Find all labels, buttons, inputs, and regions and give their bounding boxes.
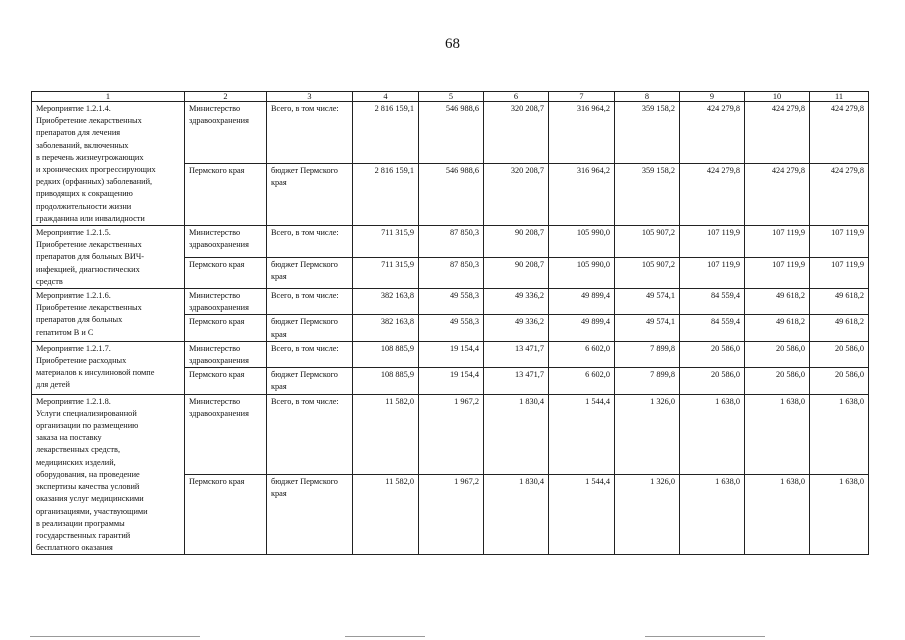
value-cell: 49 336,2: [484, 289, 549, 315]
column-header: 3: [267, 92, 353, 102]
executor-cell: Министерство здравоохранения: [185, 394, 267, 474]
value-cell: 87 850,3: [419, 226, 484, 258]
value-cell: 7 899,8: [615, 368, 680, 394]
source-total-label: Всего, в том числе:: [267, 102, 353, 164]
value-cell: 49 574,1: [615, 289, 680, 315]
value-cell: 84 559,4: [680, 315, 745, 341]
executor-cell: Министерство здравоохранения: [185, 102, 267, 164]
value-cell: 84 559,4: [680, 289, 745, 315]
value-cell: 49 899,4: [549, 289, 615, 315]
column-header: 2: [185, 92, 267, 102]
activity-line: Мероприятие 1.2.1.7.: [36, 343, 111, 353]
activity-line: в перечень жизнеугрожающих: [36, 152, 144, 162]
value-cell: 49 618,2: [745, 289, 810, 315]
value-cell: 49 618,2: [810, 315, 869, 341]
table-row: [32, 289, 869, 315]
value-cell: 20 586,0: [810, 341, 869, 367]
activity-line: Приобретение лекарственных: [36, 240, 142, 250]
value-cell: 20 586,0: [745, 368, 810, 394]
executor-cell: Министерство здравоохранения: [185, 289, 267, 315]
value-cell: 316 964,2: [549, 164, 615, 226]
value-cell: 1 830,4: [484, 474, 549, 554]
value-cell: 49 336,2: [484, 315, 549, 341]
activity-line: гражданина или инвалидности: [36, 213, 145, 223]
activity-line: инфекцией, диагностических: [36, 264, 140, 274]
value-cell: 1 326,0: [615, 394, 680, 474]
value-cell: 546 988,6: [419, 102, 484, 164]
executor-cell: Пермского края: [185, 164, 267, 226]
value-cell: 424 279,8: [745, 164, 810, 226]
activity-line: препаратов для лечения: [36, 128, 121, 138]
value-cell: 105 907,2: [615, 226, 680, 258]
value-cell: 13 471,7: [484, 368, 549, 394]
value-cell: 49 558,3: [419, 289, 484, 315]
value-cell: 424 279,8: [745, 102, 810, 164]
header-row: [32, 92, 869, 102]
executor-cell: Министерство здравоохранения: [185, 226, 267, 258]
value-cell: 107 119,9: [745, 226, 810, 258]
activity-line: и хронических прогрессирующих: [36, 165, 156, 175]
value-cell: 2 816 159,1: [353, 164, 419, 226]
value-cell: 711 315,9: [353, 226, 419, 258]
column-header: 1: [32, 92, 185, 102]
value-cell: 11 582,0: [353, 474, 419, 554]
value-cell: 107 119,9: [810, 257, 869, 289]
value-cell: 11 582,0: [353, 394, 419, 474]
activity-line: Приобретение расходных: [36, 356, 127, 366]
source-budget-label: бюджет Пермского края: [267, 315, 353, 341]
value-cell: 107 119,9: [745, 257, 810, 289]
activity-line: оборудования, на проведение: [36, 469, 140, 479]
source-total-label: Всего, в том числе:: [267, 341, 353, 367]
activity-line: гепатитом В и С: [36, 327, 94, 337]
value-cell: 1 967,2: [419, 474, 484, 554]
value-cell: 105 907,2: [615, 257, 680, 289]
value-cell: 320 208,7: [484, 164, 549, 226]
activity-line: организации по размещению: [36, 421, 139, 431]
value-cell: 1 830,4: [484, 394, 549, 474]
source-budget-label: бюджет Пермского края: [267, 164, 353, 226]
scan-edge-line: [345, 636, 425, 637]
value-cell: 49 558,3: [419, 315, 484, 341]
activity-line: медицинских изделий,: [36, 457, 116, 467]
activity-line: для детей: [36, 380, 70, 390]
value-cell: 424 279,8: [810, 102, 869, 164]
value-cell: 49 574,1: [615, 315, 680, 341]
page-number: 68: [445, 36, 460, 52]
value-cell: 6 602,0: [549, 341, 615, 367]
value-cell: 19 154,4: [419, 341, 484, 367]
value-cell: 90 208,7: [484, 257, 549, 289]
column-header: 11: [810, 92, 869, 102]
executor-cell: Пермского края: [185, 368, 267, 394]
activity-cell: [32, 289, 185, 342]
activity-line: Мероприятие 1.2.1.6.: [36, 291, 111, 301]
source-budget-label: бюджет Пермского края: [267, 474, 353, 554]
activity-cell: [32, 394, 185, 555]
table-row: [32, 102, 869, 164]
value-cell: 1 638,0: [680, 394, 745, 474]
activity-line: государственных гарантий: [36, 530, 131, 540]
table-row: [32, 226, 869, 258]
value-cell: 87 850,3: [419, 257, 484, 289]
activity-line: оказания услуг медицинскими: [36, 494, 144, 504]
activity-line: материалов к инсулиновой помпе: [36, 368, 155, 378]
value-cell: 1 544,4: [549, 474, 615, 554]
column-header: 8: [615, 92, 680, 102]
activity-line: Мероприятие 1.2.1.8.: [36, 396, 111, 406]
activity-line: Услуги специализированной: [36, 408, 137, 418]
value-cell: 20 586,0: [680, 341, 745, 367]
value-cell: 424 279,8: [680, 164, 745, 226]
value-cell: 49 618,2: [745, 315, 810, 341]
activity-line: Приобретение лекарственных: [36, 303, 142, 313]
activity-line: редких (орфанных) заболеваний,: [36, 177, 153, 187]
column-header: 7: [549, 92, 615, 102]
value-cell: 20 586,0: [680, 368, 745, 394]
activity-line: организациями, участвующими: [36, 506, 148, 516]
activity-line: препаратов для больных ВИЧ-: [36, 252, 145, 262]
value-cell: 1 638,0: [745, 394, 810, 474]
value-cell: 13 471,7: [484, 341, 549, 367]
value-cell: 19 154,4: [419, 368, 484, 394]
value-cell: 359 158,2: [615, 164, 680, 226]
value-cell: 105 990,0: [549, 257, 615, 289]
value-cell: 316 964,2: [549, 102, 615, 164]
activity-line: Мероприятие 1.2.1.4.: [36, 104, 111, 113]
activity-line: препаратов для больных: [36, 315, 123, 325]
value-cell: 20 586,0: [810, 368, 869, 394]
value-cell: 1 638,0: [810, 394, 869, 474]
value-cell: 105 990,0: [549, 226, 615, 258]
table-row: [32, 394, 869, 474]
source-budget-label: бюджет Пермского края: [267, 368, 353, 394]
value-cell: 107 119,9: [680, 226, 745, 258]
value-cell: 90 208,7: [484, 226, 549, 258]
value-cell: 1 326,0: [615, 474, 680, 554]
activity-line: заказа на поставку: [36, 433, 102, 443]
value-cell: 49 618,2: [810, 289, 869, 315]
value-cell: 6 602,0: [549, 368, 615, 394]
activity-line: лекарственных средств,: [36, 445, 121, 455]
value-cell: 424 279,8: [810, 164, 869, 226]
scan-edge-line: [645, 636, 765, 637]
value-cell: 7 899,8: [615, 341, 680, 367]
activity-line: бесплатного оказания: [36, 543, 113, 553]
column-header: 10: [745, 92, 810, 102]
executor-cell: Пермского края: [185, 474, 267, 554]
source-total-label: Всего, в том числе:: [267, 394, 353, 474]
value-cell: 382 163,8: [353, 315, 419, 341]
activity-line: Мероприятие 1.2.1.5.: [36, 228, 111, 238]
scan-edge-line: [30, 636, 200, 637]
activity-line: заболеваний, включенных: [36, 140, 129, 150]
value-cell: 546 988,6: [419, 164, 484, 226]
activity-line: в реализации программы: [36, 518, 125, 528]
executor-cell: Пермского края: [185, 315, 267, 341]
value-cell: 1 638,0: [680, 474, 745, 554]
value-cell: 1 638,0: [810, 474, 869, 554]
activity-cell: [32, 102, 185, 226]
value-cell: 107 119,9: [680, 257, 745, 289]
column-header: 9: [680, 92, 745, 102]
value-cell: 1 638,0: [745, 474, 810, 554]
value-cell: 20 586,0: [745, 341, 810, 367]
value-cell: 107 119,9: [810, 226, 869, 258]
table-row: [32, 341, 869, 367]
value-cell: 108 885,9: [353, 368, 419, 394]
activity-line: экспертизы качества условий: [36, 482, 140, 492]
value-cell: 382 163,8: [353, 289, 419, 315]
activity-cell: [32, 341, 185, 394]
source-budget-label: бюджет Пермского края: [267, 257, 353, 289]
value-cell: 2 816 159,1: [353, 102, 419, 164]
source-total-label: Всего, в том числе:: [267, 226, 353, 258]
value-cell: 1 544,4: [549, 394, 615, 474]
value-cell: 108 885,9: [353, 341, 419, 367]
executor-cell: Министерство здравоохранения: [185, 341, 267, 367]
value-cell: 711 315,9: [353, 257, 419, 289]
source-total-label: Всего, в том числе:: [267, 289, 353, 315]
activity-line: продолжительности жизни: [36, 201, 132, 211]
value-cell: 359 158,2: [615, 102, 680, 164]
activity-line: Приобретение лекарственных: [36, 116, 142, 126]
activity-cell: [32, 226, 185, 289]
column-header: 5: [419, 92, 484, 102]
column-header: 4: [353, 92, 419, 102]
column-header: 6: [484, 92, 549, 102]
value-cell: 320 208,7: [484, 102, 549, 164]
value-cell: 1 967,2: [419, 394, 484, 474]
activity-line: средств: [36, 276, 63, 286]
executor-cell: Пермского края: [185, 257, 267, 289]
activity-line: приводящих к сокращению: [36, 189, 133, 199]
value-cell: 49 899,4: [549, 315, 615, 341]
budget-table: [31, 91, 869, 555]
value-cell: 424 279,8: [680, 102, 745, 164]
